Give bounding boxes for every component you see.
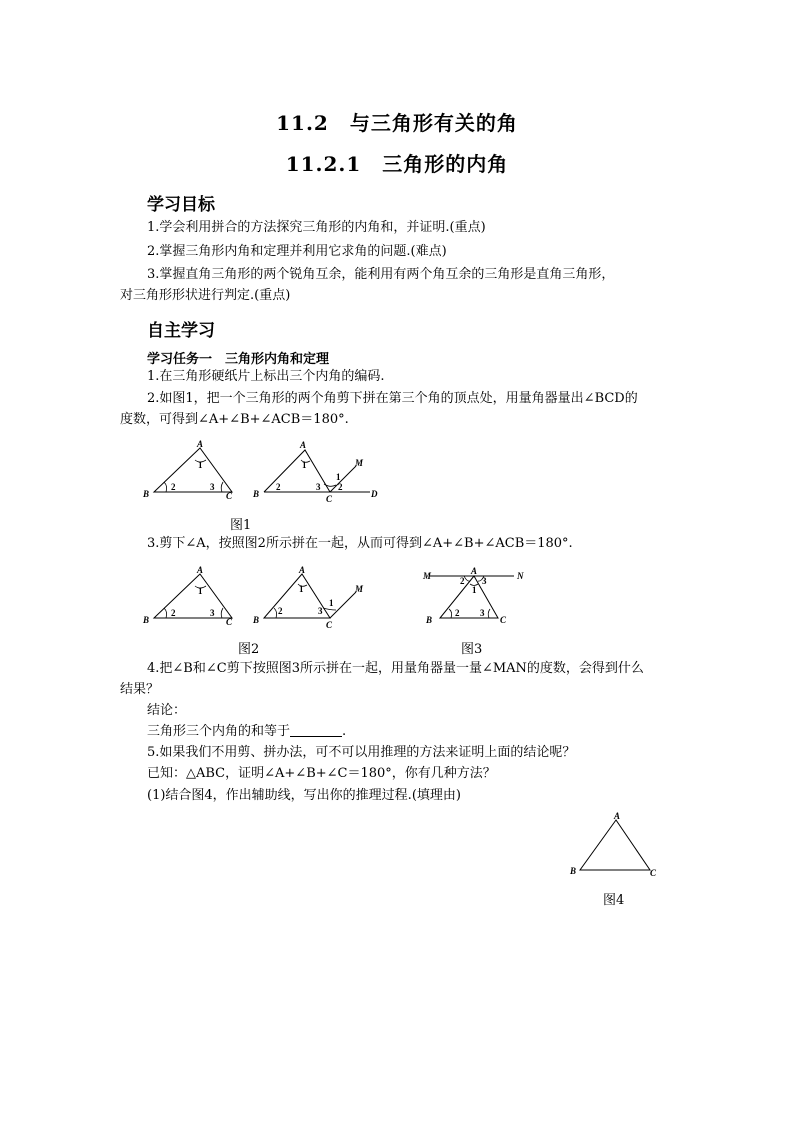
self-study-heading: 自主学习 <box>147 321 215 341</box>
step-5: 5.如果我们不用剪、拼办法，可不可以用推理的方法来证明上面的结论呢？ <box>147 745 576 760</box>
objective-1: 1.学会利用拼合的方法探究三角形的内角和，并证明.(重点) <box>147 220 486 235</box>
figure-2-left-triangle <box>140 564 250 636</box>
section-title: 11.2 与三角形有关的角 <box>276 111 518 135</box>
label-3: 3 <box>480 608 485 618</box>
step-1: 1.在三角形硬纸片上标出三个内角的编码. <box>147 369 385 384</box>
label-A: A <box>197 439 204 449</box>
label-C: C <box>650 868 657 878</box>
figure-2-right-triangle <box>250 564 370 636</box>
conclusion-text: 三角形三个内角的和等于 <box>147 724 291 739</box>
figure-3-triangle <box>420 564 530 636</box>
label-B: B <box>426 615 433 625</box>
label-B: B <box>253 615 260 625</box>
label-1: 1 <box>302 460 307 470</box>
label-B: B <box>143 489 150 499</box>
figure-4-caption: 图4 <box>603 893 625 908</box>
label-B: B <box>570 866 577 876</box>
label-A: A <box>614 811 621 821</box>
objective-3: 3.掌握直角三角形的两个锐角互余，能利用有两个角互余的三角形是直角三角形， <box>147 267 615 282</box>
conclusion-end: . <box>342 724 347 739</box>
label-C: C <box>226 491 233 501</box>
label-A: A <box>300 440 307 450</box>
figure-1-caption: 图1 <box>230 518 252 533</box>
label-2-top: 2 <box>460 576 465 586</box>
label-A: A <box>197 565 204 575</box>
label-M: M <box>423 571 432 581</box>
label-M: M <box>355 584 364 594</box>
figure-4-triangle <box>566 810 666 882</box>
label-2: 2 <box>171 482 176 492</box>
label-3-top: 3 <box>482 576 487 586</box>
objectives-heading: 学习目标 <box>147 195 215 215</box>
label-A: A <box>299 565 306 575</box>
answer-blank[interactable] <box>290 722 342 737</box>
label-C: C <box>500 615 507 625</box>
label-A: A <box>471 566 478 576</box>
label-B: B <box>143 615 150 625</box>
label-2b: 2 <box>338 482 343 492</box>
label-2: 2 <box>171 608 176 618</box>
step-3: 3.剪下∠A，按照图2所示拼在一起，从而可得到∠A+∠B+∠ACB＝180°. <box>147 536 573 551</box>
label-1b: 1 <box>329 598 334 608</box>
label-C: C <box>326 620 333 630</box>
conclusion-label: 结论： <box>147 703 187 718</box>
label-M: M <box>355 458 364 468</box>
label-1: 1 <box>299 584 304 594</box>
objective-2: 2.掌握三角形内角和定理并利用它求角的问题.(难点) <box>147 244 447 259</box>
label-3: 3 <box>316 482 321 492</box>
step-4: 4.把∠B和∠C剪下按照图3所示拼在一起，用量角器量一量∠MAN的度数，会得到什么 <box>147 661 644 676</box>
given-statement: 已知：△ABC，证明∠A+∠B+∠C＝180°，你有几种方法？ <box>147 766 496 781</box>
step-2: 2.如图1，把一个三角形的两个角剪下拼在第三个角的顶点处，用量角器量出∠BCD的 <box>147 391 638 406</box>
label-2: 2 <box>278 606 283 616</box>
conclusion-line <box>147 722 346 742</box>
figure-1-left-triangle <box>140 438 250 510</box>
label-3: 3 <box>210 608 215 618</box>
task1-heading: 学习任务一 三角形内角和定理 <box>147 352 330 367</box>
label-3: 3 <box>318 606 323 616</box>
label-1: 1 <box>472 585 477 595</box>
subsection-title: 11.2.1 三角形的内角 <box>285 152 509 176</box>
label-C: C <box>226 617 233 627</box>
figure-3-caption: 图3 <box>461 642 483 657</box>
label-2: 2 <box>276 482 281 492</box>
label-1: 1 <box>198 460 203 470</box>
figure-1-right-triangle <box>250 438 390 510</box>
step-5-1: (1)结合图4，作出辅助线，写出你的推理过程.(填理由) <box>147 788 461 803</box>
step-4-cont: 结果？ <box>120 682 160 697</box>
label-1b: 1 <box>336 472 341 482</box>
label-D: D <box>371 489 378 499</box>
label-B: B <box>253 489 260 499</box>
objective-3-cont: 对三角形形状进行判定.(重点) <box>120 288 291 303</box>
step-2-cont: 度数，可得到∠A+∠B+∠ACB＝180°. <box>120 412 349 427</box>
label-C: C <box>326 494 333 504</box>
label-2: 2 <box>455 608 460 618</box>
label-3: 3 <box>210 482 215 492</box>
label-N: N <box>517 571 524 581</box>
label-1: 1 <box>198 586 203 596</box>
figure-2-caption: 图2 <box>238 642 260 657</box>
